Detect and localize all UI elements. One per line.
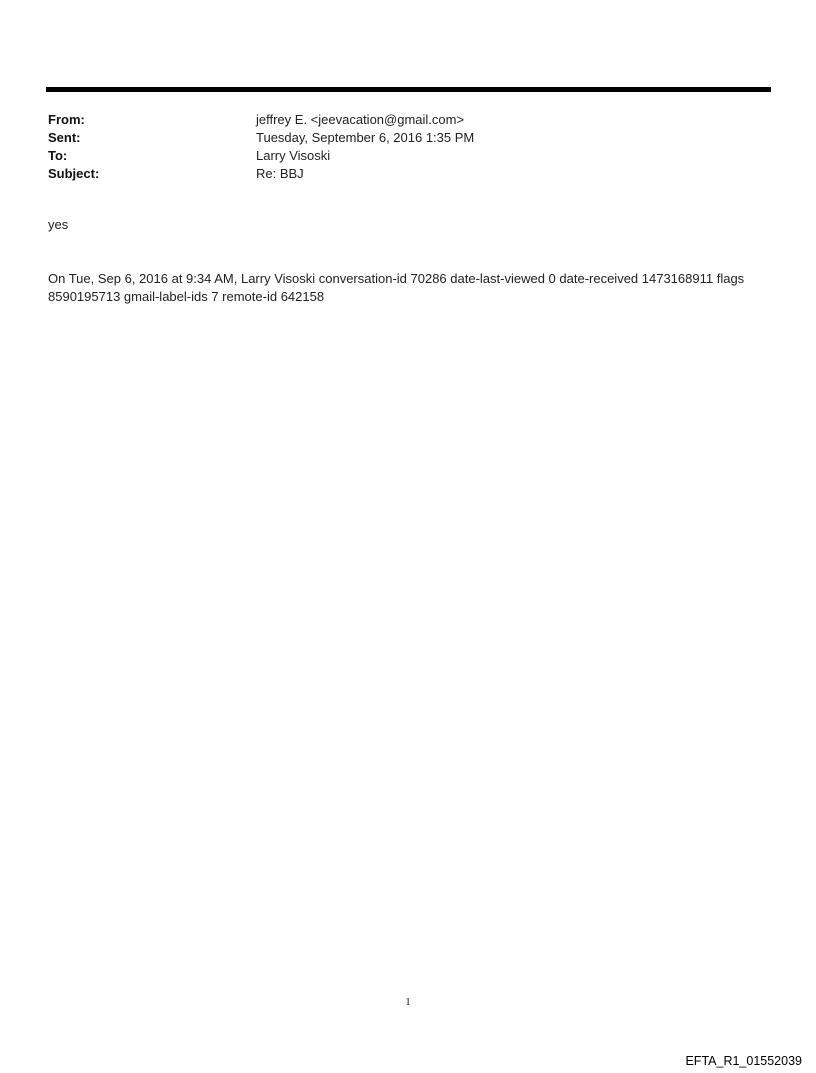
quoted-message bbox=[48, 270, 773, 306]
to-value: Larry Visoski bbox=[256, 147, 331, 163]
to-row bbox=[48, 146, 748, 164]
reply-text: yes bbox=[48, 217, 69, 232]
page-number: 1 bbox=[405, 996, 411, 1008]
email-header bbox=[48, 110, 748, 182]
sent-value: Tuesday, September 6, 2016 1:35 PM bbox=[256, 129, 475, 145]
bates-number: EFTA_R1_01552039 bbox=[685, 1054, 802, 1068]
from-row bbox=[48, 110, 748, 128]
sent-label: Sent: bbox=[48, 129, 81, 145]
from-value: jeffrey E. <jeevacation@gmail.com> bbox=[256, 111, 465, 127]
sent-row bbox=[48, 128, 748, 146]
subject-value: Re: BBJ bbox=[256, 165, 304, 181]
subject-label: Subject: bbox=[48, 165, 100, 181]
from-label: From: bbox=[48, 111, 85, 127]
to-label: To: bbox=[48, 147, 68, 163]
quoted-line-1: On Tue, Sep 6, 2016 at 9:34 AM, Larry Visoski conversation-id 70286 date-last-viewed 0 date-received 1473168911 flags bbox=[48, 271, 745, 286]
subject-row bbox=[48, 164, 748, 182]
quoted-line-2: 8590195713 gmail-label-ids 7 remote-id 642158 bbox=[48, 289, 325, 304]
header-divider-rule bbox=[46, 87, 771, 92]
